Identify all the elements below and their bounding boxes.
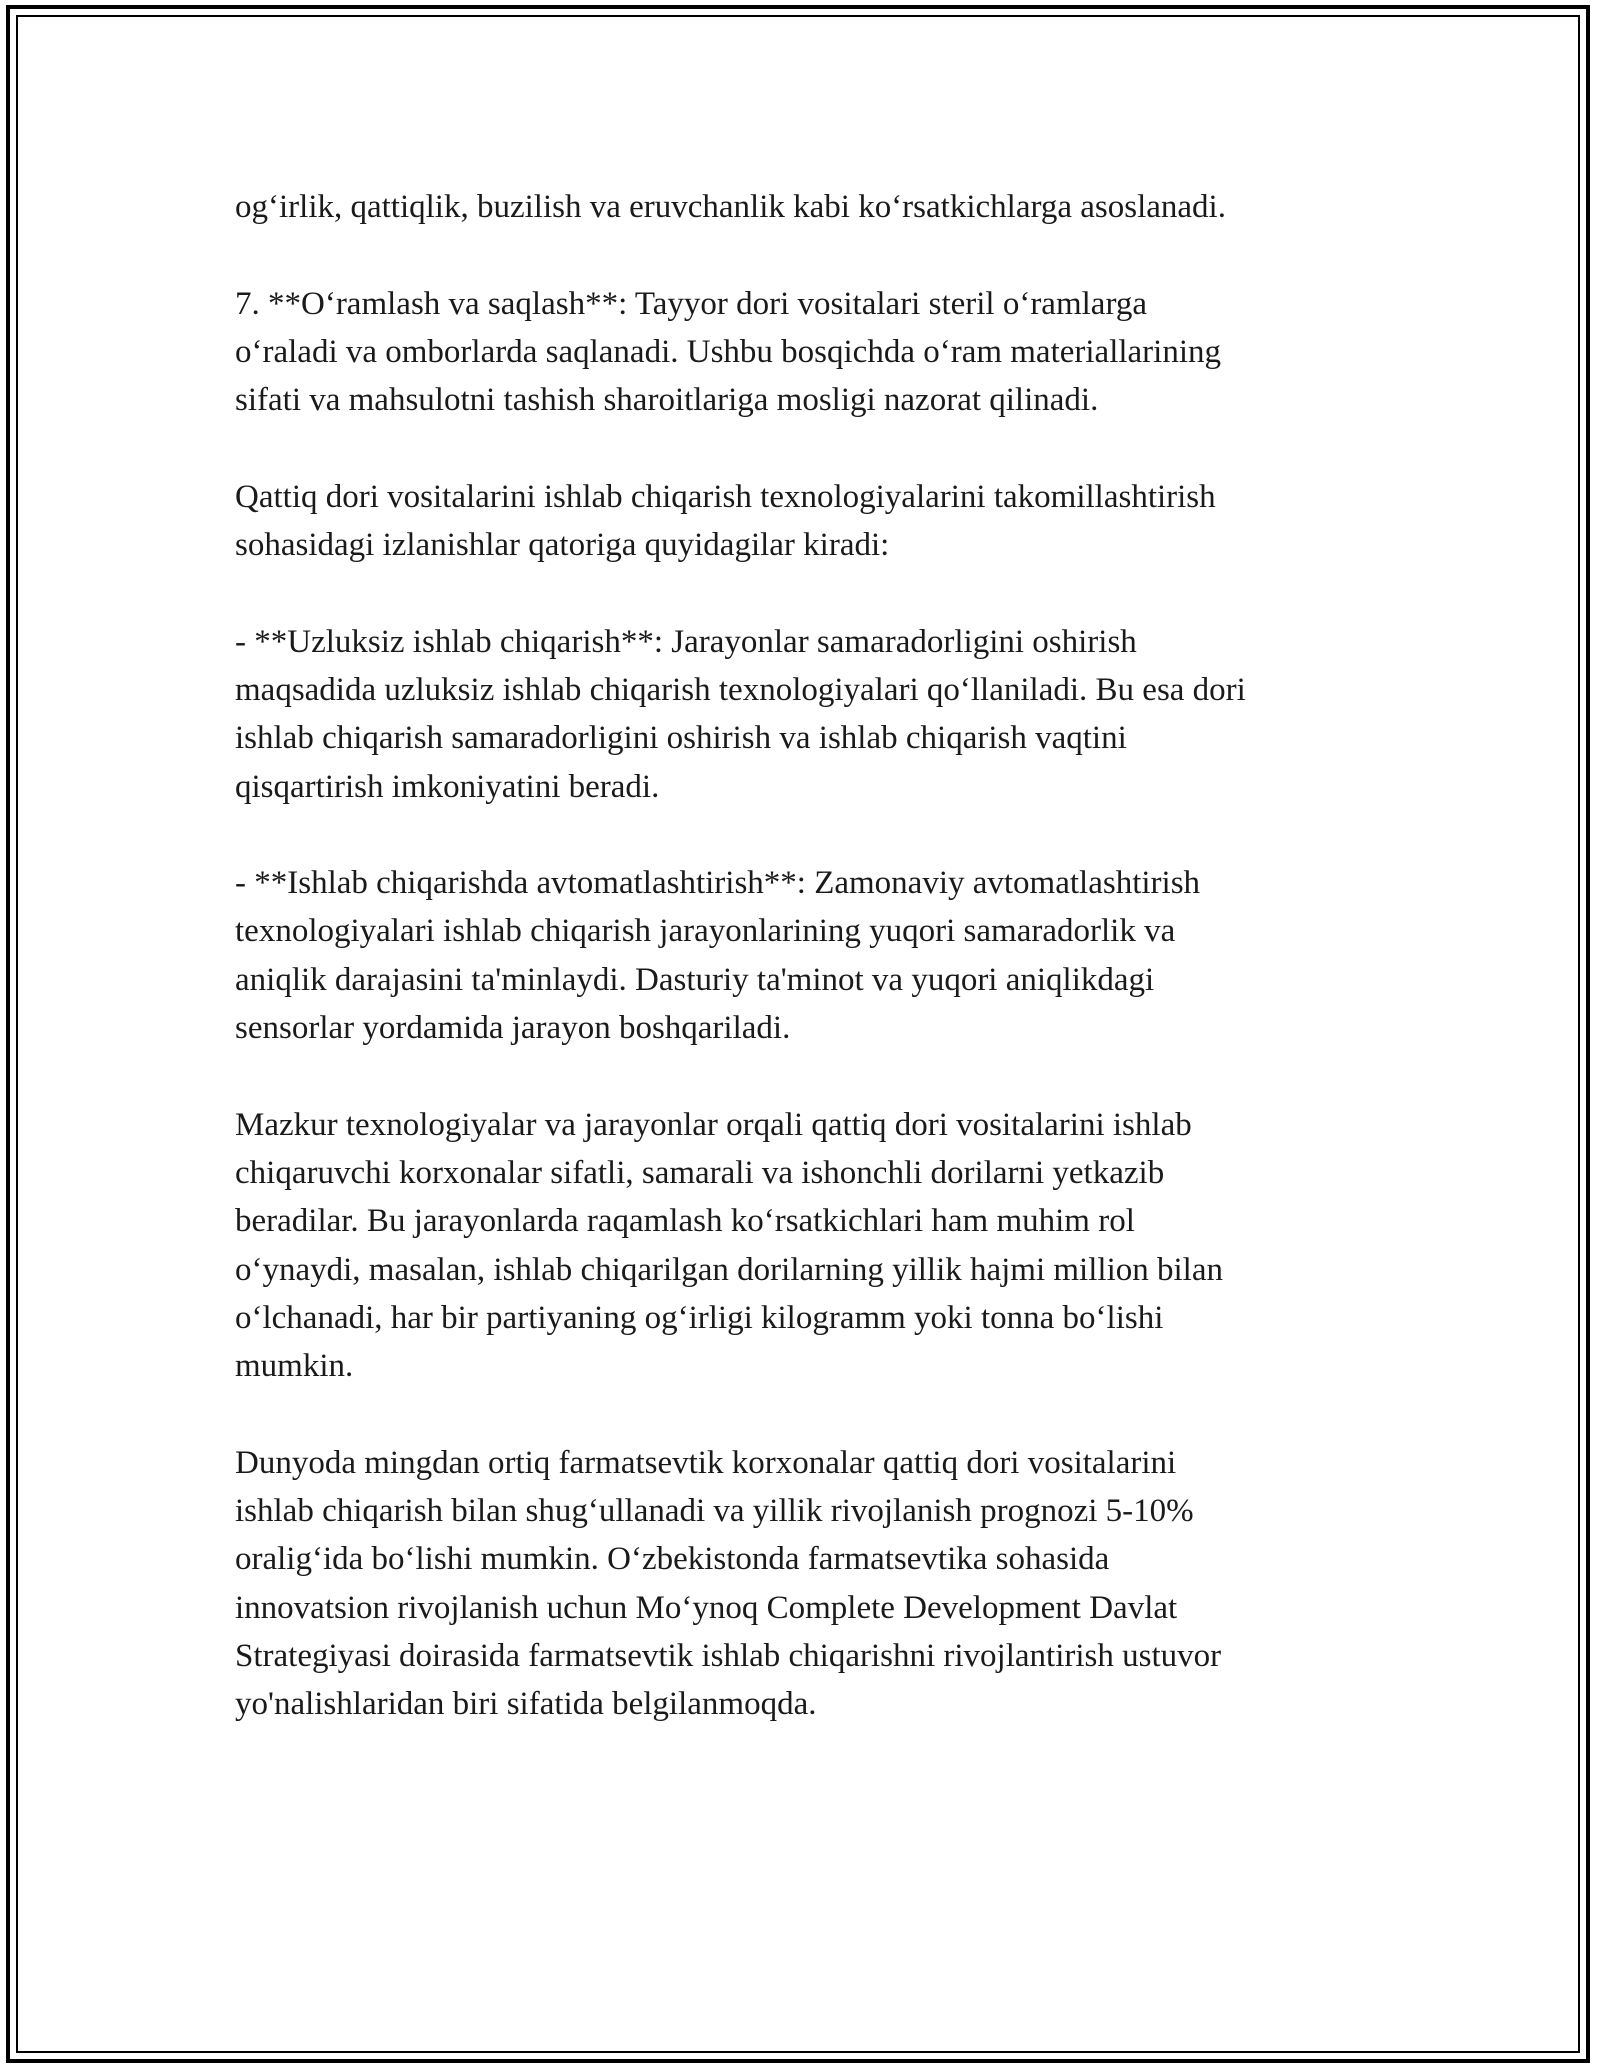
paragraph-global-industry [235,1439,1385,1729]
text-line: qisqartirish imkoniyatini beradi. [235,768,660,805]
text-line: ishlab chiqarish bilan shug‘ullanadi va yillik rivojlanish prognozi 5-10% [235,1493,1194,1530]
text-line: sensorlar yordamida jarayon boshqariladi. [235,1010,791,1047]
text-line: 7. **O‘ramlash va saqlash**: Tayyor dori vositalari steril o‘ramlarga [235,285,1147,322]
paragraph-technologies-summary [235,1101,1385,1391]
text-line: Strategiyasi doirasida farmatsevtik ishlab chiqarishni rivojlantirish ustuvor [235,1637,1222,1674]
text-line: o‘lchanadi, har bir partiyaning og‘irligi kilogramm yoki tonna bo‘lishi [235,1299,1164,1336]
text-line: yo'nalishlaridan biri sifatida belgilanmoqda. [235,1686,817,1723]
paragraph-continuous-production [235,618,1385,811]
text-line: mumkin. [235,1348,354,1385]
text-line: sohasidagi izlanishlar qatoriga quyidagilar kiradi: [235,527,890,564]
text-line: Mazkur texnologiyalar va jarayonlar orqali qattiq dori vositalarini ishlab [235,1106,1192,1143]
text-line: Qattiq dori vositalarini ishlab chiqarish texnologiyalarini takomillashtirish [235,478,1216,515]
text-line: texnologiyalari ishlab chiqarish jarayonlarining yuqori samaradorlik va [235,913,1176,950]
text-line: og‘irlik, qattiqlik, buzilish va eruvchanlik kabi ko‘rsatkichlarga asoslanadi. [235,189,1226,225]
paragraph-weight-hardness-continuation [235,183,1385,231]
text-line: ishlab chiqarish samaradorligini oshirish va ishlab chiqarish vaqtini [235,720,1127,757]
paragraph-packaging-storage [235,280,1385,425]
text-line: - **Uzluksiz ishlab chiqarish**: Jarayonlar samaradorligini oshirish [235,623,1137,660]
text-line: Dunyoda mingdan ortiq farmatsevtik korxonalar qattiq dori vositalarini [235,1444,1177,1481]
paragraph-research-intro [235,473,1385,570]
text-line: beradilar. Bu jarayonlarda raqamlash ko‘rsatkichlari ham muhim rol [235,1203,1135,1240]
text-line: chiqaruvchi korxonalar sifatli, samarali va ishonchli dorilarni yetkazib [235,1154,1165,1191]
text-line: o‘raladi va omborlarda saqlanadi. Ushbu bosqichda o‘ram materiallarining [235,333,1222,370]
text-line: - **Ishlab chiqarishda avtomatlashtirish**: Zamonaviy avtomatlashtirish [235,865,1201,902]
text-line: maqsadida uzluksiz ishlab chiqarish texnologiyalari qo‘llaniladi. Bu esa dori [235,671,1246,708]
text-line: innovatsion rivojlanish uchun Mo‘ynoq Complete Development Davlat [235,1589,1178,1626]
text-line: sifati va mahsulotni tashish sharoitlariga mosligi nazorat qilinadi. [235,382,1099,419]
text-line: aniqlik darajasini ta'minlaydi. Dasturiy ta'minot va yuqori aniqlikdagi [235,961,1155,998]
document-body [235,183,1385,1777]
text-line: o‘ynaydi, masalan, ishlab chiqarilgan dorilarning yillik hajmi million bilan [235,1251,1223,1288]
paragraph-automation [235,859,1385,1052]
text-line: oralig‘ida bo‘lishi mumkin. O‘zbekistonda farmatsevtika sohasida [235,1541,1110,1578]
